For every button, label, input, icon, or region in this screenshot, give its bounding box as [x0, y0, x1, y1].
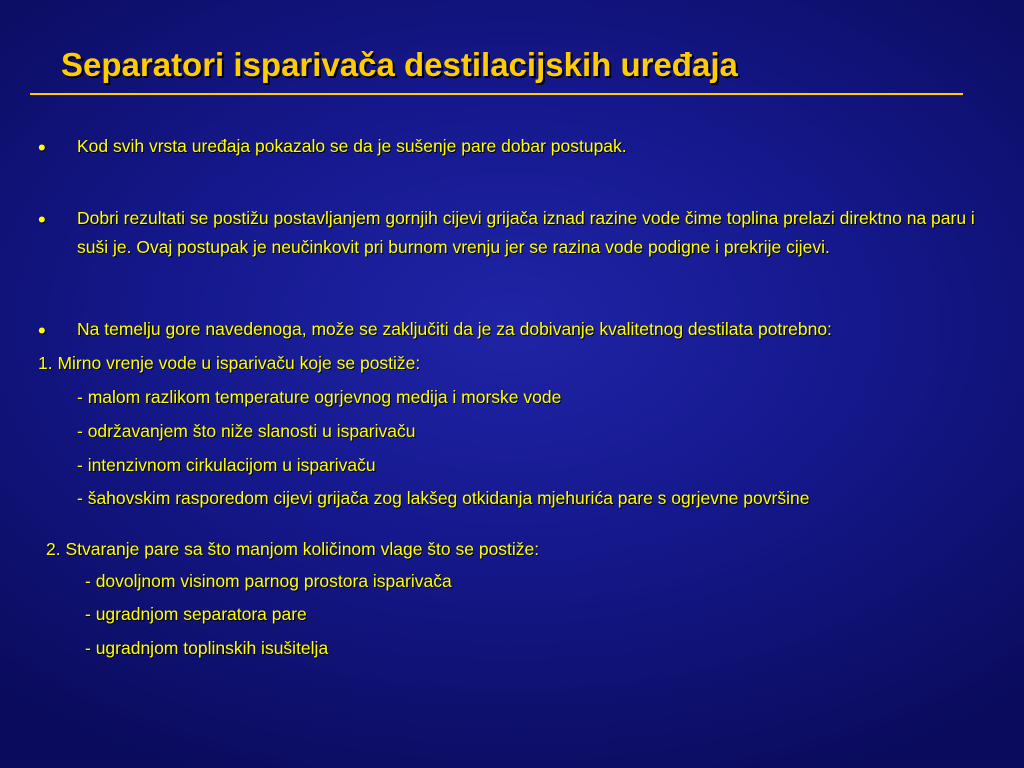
section-heading: 1. Mirno vrenje vode u isparivaču koje se postiže:: [38, 353, 421, 373]
bullet-text: Dobri rezultati se postižu postavljanjem gornjih cijevi grijača iznad razine vode čime toplina prelazi direktno na paru i suši je. Ovaj postupak je neučinkovit pri burnom vrenju jer se razina vode podigne i prekrije cijevi.: [77, 208, 975, 257]
list-item: - šahovskim rasporedom cijevi grijača zog lakšeg otkidanja mjehurića pare s ogrjevne površine: [77, 488, 810, 508]
list-item: - malom razlikom temperature ogrjevnog medija i morske vode: [77, 387, 562, 407]
bullet-text: Kod svih vrsta uređaja pokazalo se da je sušenje pare dobar postupak.: [77, 136, 627, 156]
list-item: - ugradnjom separatora pare: [85, 604, 307, 624]
title-underline: [30, 93, 963, 95]
bullet-icon: •: [38, 318, 46, 343]
section-heading: 2. Stvaranje pare sa što manjom količinom vlage što se postiže:: [46, 539, 540, 559]
bullet-icon: •: [38, 207, 46, 232]
list-item: - intenzivnom cirkulacijom u isparivaču: [77, 455, 376, 475]
slide-title: Separatori isparivača destilacijskih uređaja: [61, 46, 738, 83]
bullet-icon: •: [38, 135, 46, 160]
bullet-text: Na temelju gore navedenoga, može se zaključiti da je za dobivanje kvalitetnog destilata potrebno:: [77, 319, 832, 339]
list-item: - ugradnjom toplinskih isušitelja: [85, 638, 329, 658]
list-item: - održavanjem što niže slanosti u isparivaču: [77, 421, 416, 441]
list-item: - dovoljnom visinom parnog prostora isparivača: [85, 571, 452, 591]
